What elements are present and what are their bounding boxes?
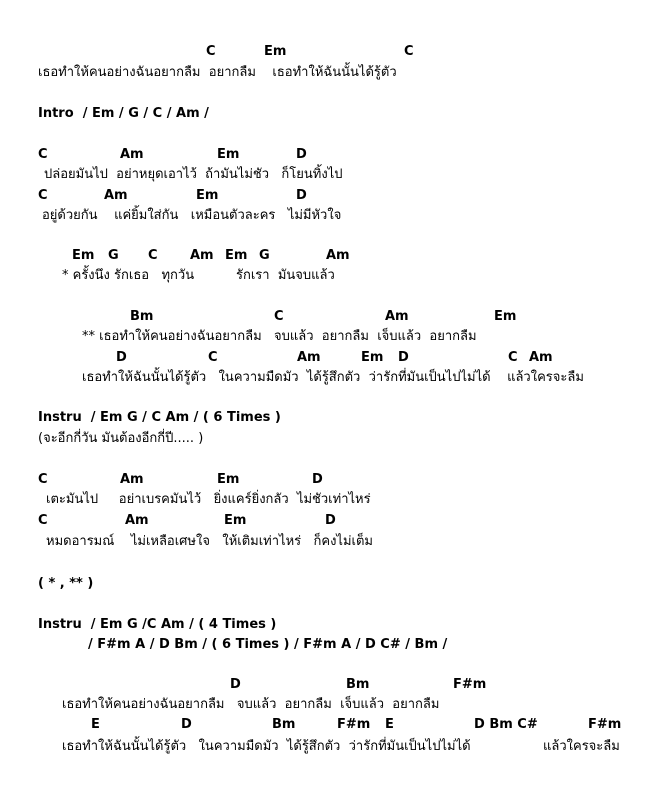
chord-line: G — [259, 248, 270, 263]
chord-line: Em — [72, 248, 95, 263]
chord-line: Em — [494, 309, 517, 324]
chord-line: D — [116, 350, 127, 365]
chord-line: Am — [120, 147, 144, 162]
chord-line: E — [91, 717, 100, 732]
chord-line: Am — [125, 513, 149, 528]
chord-line: Am — [120, 472, 144, 487]
chord-line: C — [38, 472, 48, 487]
chord-line: C — [38, 188, 48, 203]
lyric-line: เตะมันไป อย่าเบรคมันไว้ ยิ่งแคร์ยิ่งกลัว ไม่ชัวเท่าไหร่ — [46, 492, 371, 507]
chord-line: Em — [361, 350, 384, 365]
chord-line: Em — [196, 188, 219, 203]
chord-line: C — [206, 44, 216, 59]
lyric-line: เธอทำให้ฉันนั้นได้รู้ตัว ในความมืดมัว ได้รู้สึกตัว ว่ารักที่มันเป็นไปไม่ได้ แล้วใครจะลืม — [82, 370, 584, 385]
chord-line: D — [296, 188, 307, 203]
chord-line: D — [312, 472, 323, 487]
chord-line: D — [325, 513, 336, 528]
chord-line: C — [38, 513, 48, 528]
chord-line: D Bm C# — [474, 717, 538, 732]
chord-line: D — [230, 677, 241, 692]
chord-line: Bm — [272, 717, 296, 732]
chord-line: Em — [217, 147, 240, 162]
chord-line: F#m — [337, 717, 371, 732]
chord-line: Bm — [346, 677, 370, 692]
lyric-line: หมดอารมณ์ ไม่เหลือเศษใจ ให้เติมเท่าไหร่ ก็คงไม่เต็ม — [46, 534, 373, 549]
chord-line: C — [274, 309, 284, 324]
lyric-line: เธอทำให้คนอย่างฉันอยากลืม อยากลืม เธอทำให้ฉันนั้นได้รู้ตัว — [38, 65, 397, 80]
chord-line: Em — [225, 248, 248, 263]
chord-line: Em — [217, 472, 240, 487]
chord-line: Am — [385, 309, 409, 324]
section-header: ( * , ** ) — [38, 576, 94, 591]
chord-line: C — [508, 350, 518, 365]
chord-line: Am — [104, 188, 128, 203]
chord-line: Am — [529, 350, 553, 365]
chord-line: D — [398, 350, 409, 365]
lyric-line: เธอทำให้คนอย่างฉันอยากลืม จบแล้ว อยากลืม เจ็บแล้ว อยากลืม — [62, 697, 440, 712]
chord-line: F#m — [588, 717, 622, 732]
chord-line: E — [385, 717, 394, 732]
chord-line: C — [404, 44, 414, 59]
chord-line: Am — [190, 248, 214, 263]
chord-line: C — [208, 350, 218, 365]
lyric-line: ** เธอทำให้คนอย่างฉันอยากลืม จบแล้ว อยากลืม เจ็บแล้ว อยากลืม — [82, 329, 477, 344]
lyric-line: (จะอีกกี่วัน มันต้องอีกกี่ปี..... ) — [38, 431, 204, 446]
chord-line: Bm — [130, 309, 154, 324]
section-header: Instru / Em G / C Am / ( 6 Times ) — [38, 410, 281, 425]
chord-line: C — [148, 248, 158, 263]
chord-line: Am — [297, 350, 321, 365]
lyric-line: ปล่อยมันไป อย่าหยุดเอาไว้ ถ้ามันไม่ชัว ก็โยนทิ้งไป — [44, 167, 343, 182]
chord-line: D — [296, 147, 307, 162]
lyric-line: เธอทำให้ฉันนั้นได้รู้ตัว ในความมืดมัว ได้รู้สึกตัว ว่ารักที่มันเป็นไปไม่ได้ — [62, 739, 471, 754]
chord-line: G — [108, 248, 119, 263]
section-header: Instru / Em G /C Am / ( 4 Times ) — [38, 617, 277, 632]
chord-line: Am — [326, 248, 350, 263]
lyric-line: แล้วใครจะลืม — [543, 739, 620, 754]
section-header: / F#m A / D Bm / ( 6 Times ) / F#m A / D C# / Bm / — [88, 637, 448, 652]
chord-line: Em — [224, 513, 247, 528]
chord-line: F#m — [453, 677, 487, 692]
chord-line: D — [181, 717, 192, 732]
chord-line: C — [38, 147, 48, 162]
chord-line: Em — [264, 44, 287, 59]
lyric-line: * ครั้งนึง รักเธอ ทุกวัน — [62, 268, 195, 283]
lyric-line: รักเรา มันจบแล้ว — [236, 268, 335, 283]
lyric-line: อยู่ด้วยกัน แค่ยิ้มใส่กัน เหมือนตัวละคร ไม่มีหัวใจ — [42, 208, 342, 223]
section-header: Intro / Em / G / C / Am / — [38, 106, 209, 121]
